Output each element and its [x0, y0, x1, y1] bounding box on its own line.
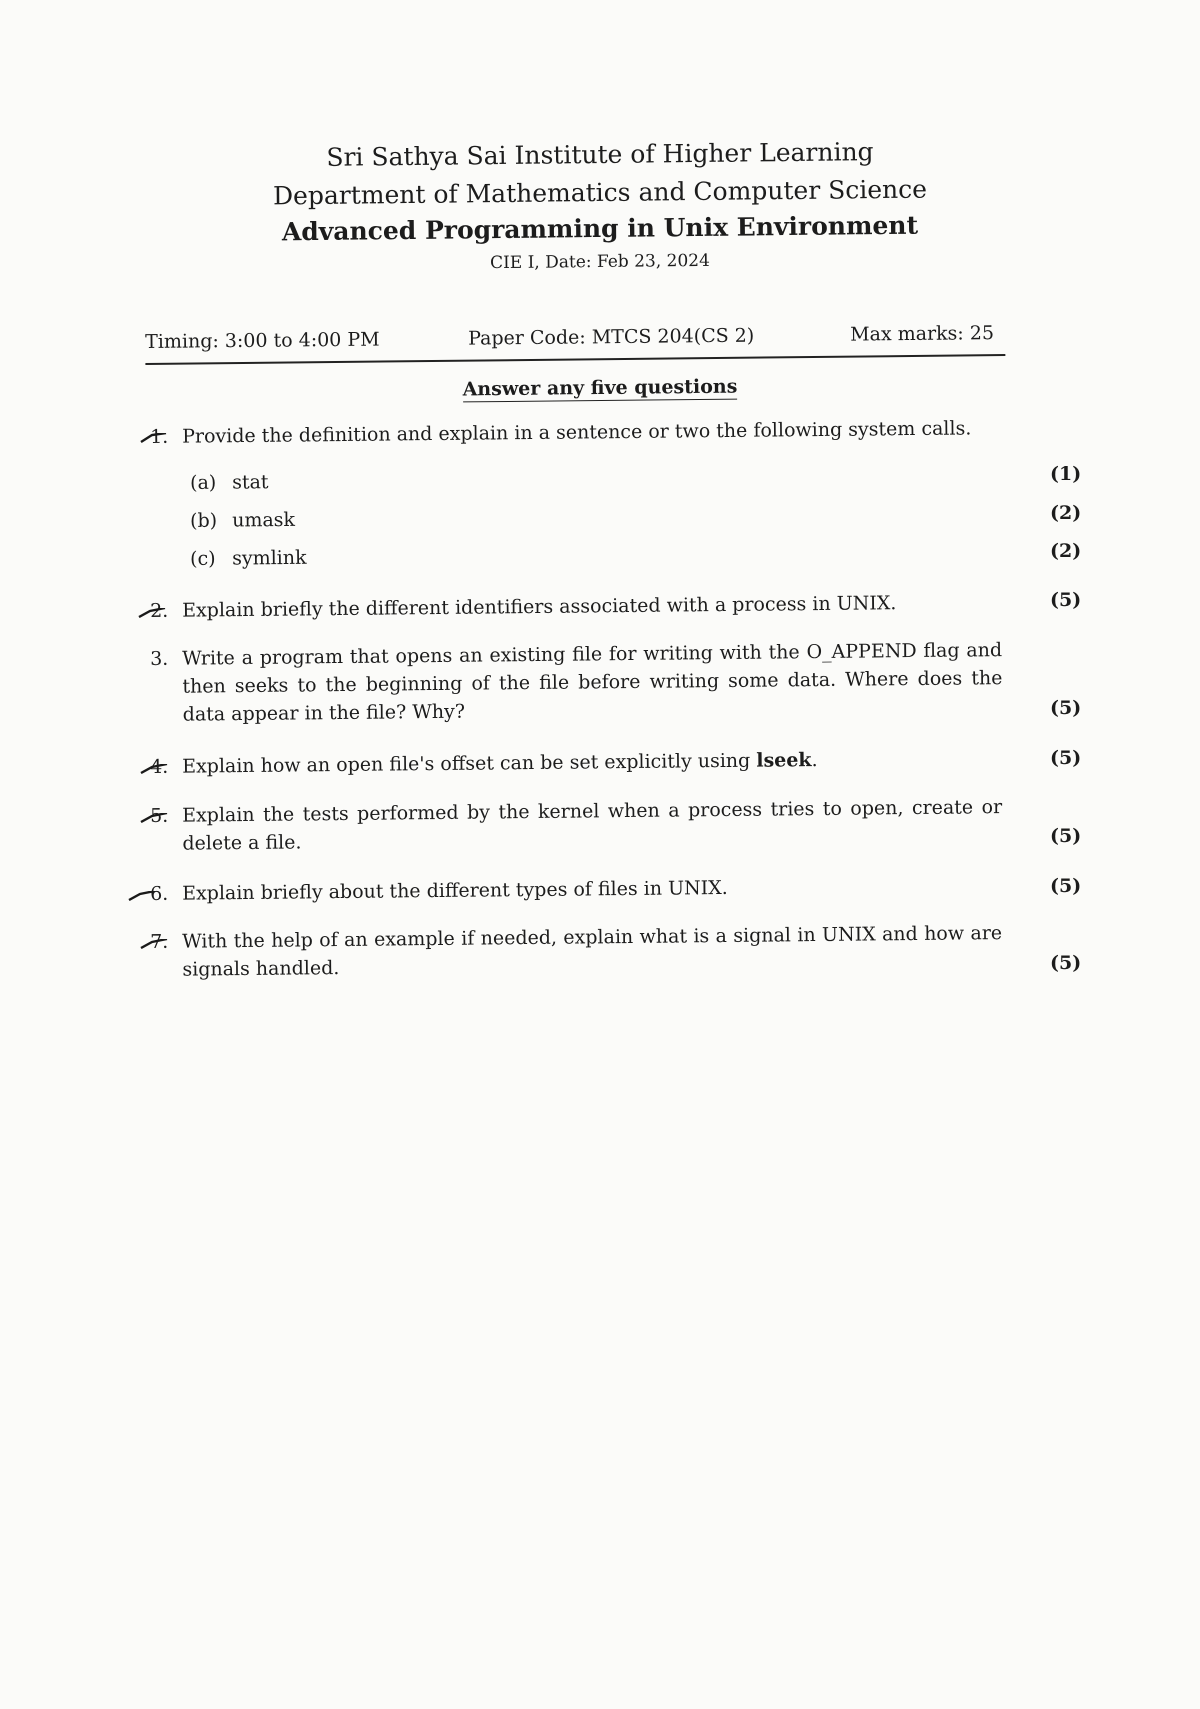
marks-7: (5): [1050, 952, 1082, 974]
question-number: 4.: [150, 755, 169, 778]
question-number: 3.: [150, 647, 169, 670]
question-text: [182, 744, 1002, 781]
question-number: 1.: [150, 425, 169, 448]
tick-mark-icon: [140, 939, 168, 949]
part-label: (a): [190, 471, 217, 494]
question-7: [150, 919, 1010, 981]
question-text-end: .: [811, 749, 818, 772]
part-text: symlink: [232, 546, 307, 570]
part-label: (c): [190, 547, 216, 570]
marks-4: (5): [1050, 747, 1082, 769]
marks-1a: (1): [1050, 463, 1082, 485]
instruction-text: Answer any five questions: [462, 375, 738, 401]
question-text: Explain briefly about the different types of files in UNIX.: [182, 876, 728, 905]
question-1-part-c: [190, 547, 307, 570]
paper-code: Paper Code: MTCS 204(CS 2): [468, 324, 755, 350]
marks-3: (5): [1050, 697, 1082, 719]
marks-1b: (2): [1050, 502, 1082, 524]
question-text-start: Explain how an open file's offset can be set explicitly using: [182, 749, 757, 778]
max-marks: Max marks: 25: [850, 322, 995, 346]
header-rule: [145, 354, 1005, 365]
question-2: [150, 588, 1010, 625]
tick-mark-icon: [140, 764, 168, 774]
question-1-part-a: [190, 471, 269, 494]
question-text: With the help of an example if needed, explain what is a signal in UNIX and how are signals handled.: [182, 922, 1003, 981]
tick-mark-icon: [138, 608, 166, 618]
marks-2: (5): [1050, 589, 1082, 611]
question-text: Write a program that opens an existing file for writing with the O_APPEND flag and then seeks to the beginning of the file before writing some data. Where does the data appear in the file? Why?: [182, 639, 1003, 726]
question-text: Explain briefly the different identifiers associated with a process in UNIX.: [182, 592, 897, 622]
question-5: [150, 793, 1010, 855]
exam-timing: Timing: 3:00 to 4:00 PM: [145, 328, 380, 353]
question-3: [150, 636, 1010, 726]
exam-date-line: CIE I, Date: Feb 23, 2024: [490, 250, 710, 274]
tick-mark-icon: [140, 433, 168, 443]
instruction-line: [0, 371, 1200, 406]
marks-1c: (2): [1050, 540, 1082, 562]
question-number: 6.: [150, 882, 169, 905]
course-title: Advanced Programming in Unix Environment: [281, 210, 919, 247]
question-number: 2.: [150, 599, 169, 622]
question-number: 7.: [150, 930, 169, 953]
question-text: Provide the definition and explain in a sentence or two the following system calls.: [182, 417, 972, 448]
question-1-part-b: [190, 509, 295, 532]
institute-name: Sri Sathya Sai Institute of Higher Learning: [326, 137, 874, 172]
part-label: (b): [190, 509, 218, 532]
question-6: [150, 871, 1010, 908]
marks-6: (5): [1050, 875, 1082, 897]
part-text: stat: [232, 471, 269, 494]
question-text: Explain the tests performed by the kernel when a process tries to open, create or delete a file.: [182, 796, 1003, 855]
part-text: umask: [232, 508, 296, 532]
exam-meta-row: [145, 316, 1005, 365]
department-name: Department of Mathematics and Computer Science: [272, 174, 928, 211]
question-number: 5.: [150, 804, 169, 827]
question-4: [150, 744, 1010, 781]
marks-5: (5): [1050, 825, 1082, 847]
question-1: [150, 414, 1010, 451]
tick-mark-icon: [128, 891, 156, 901]
tick-mark-icon: [140, 813, 168, 823]
lseek-keyword: lseek: [756, 749, 812, 772]
